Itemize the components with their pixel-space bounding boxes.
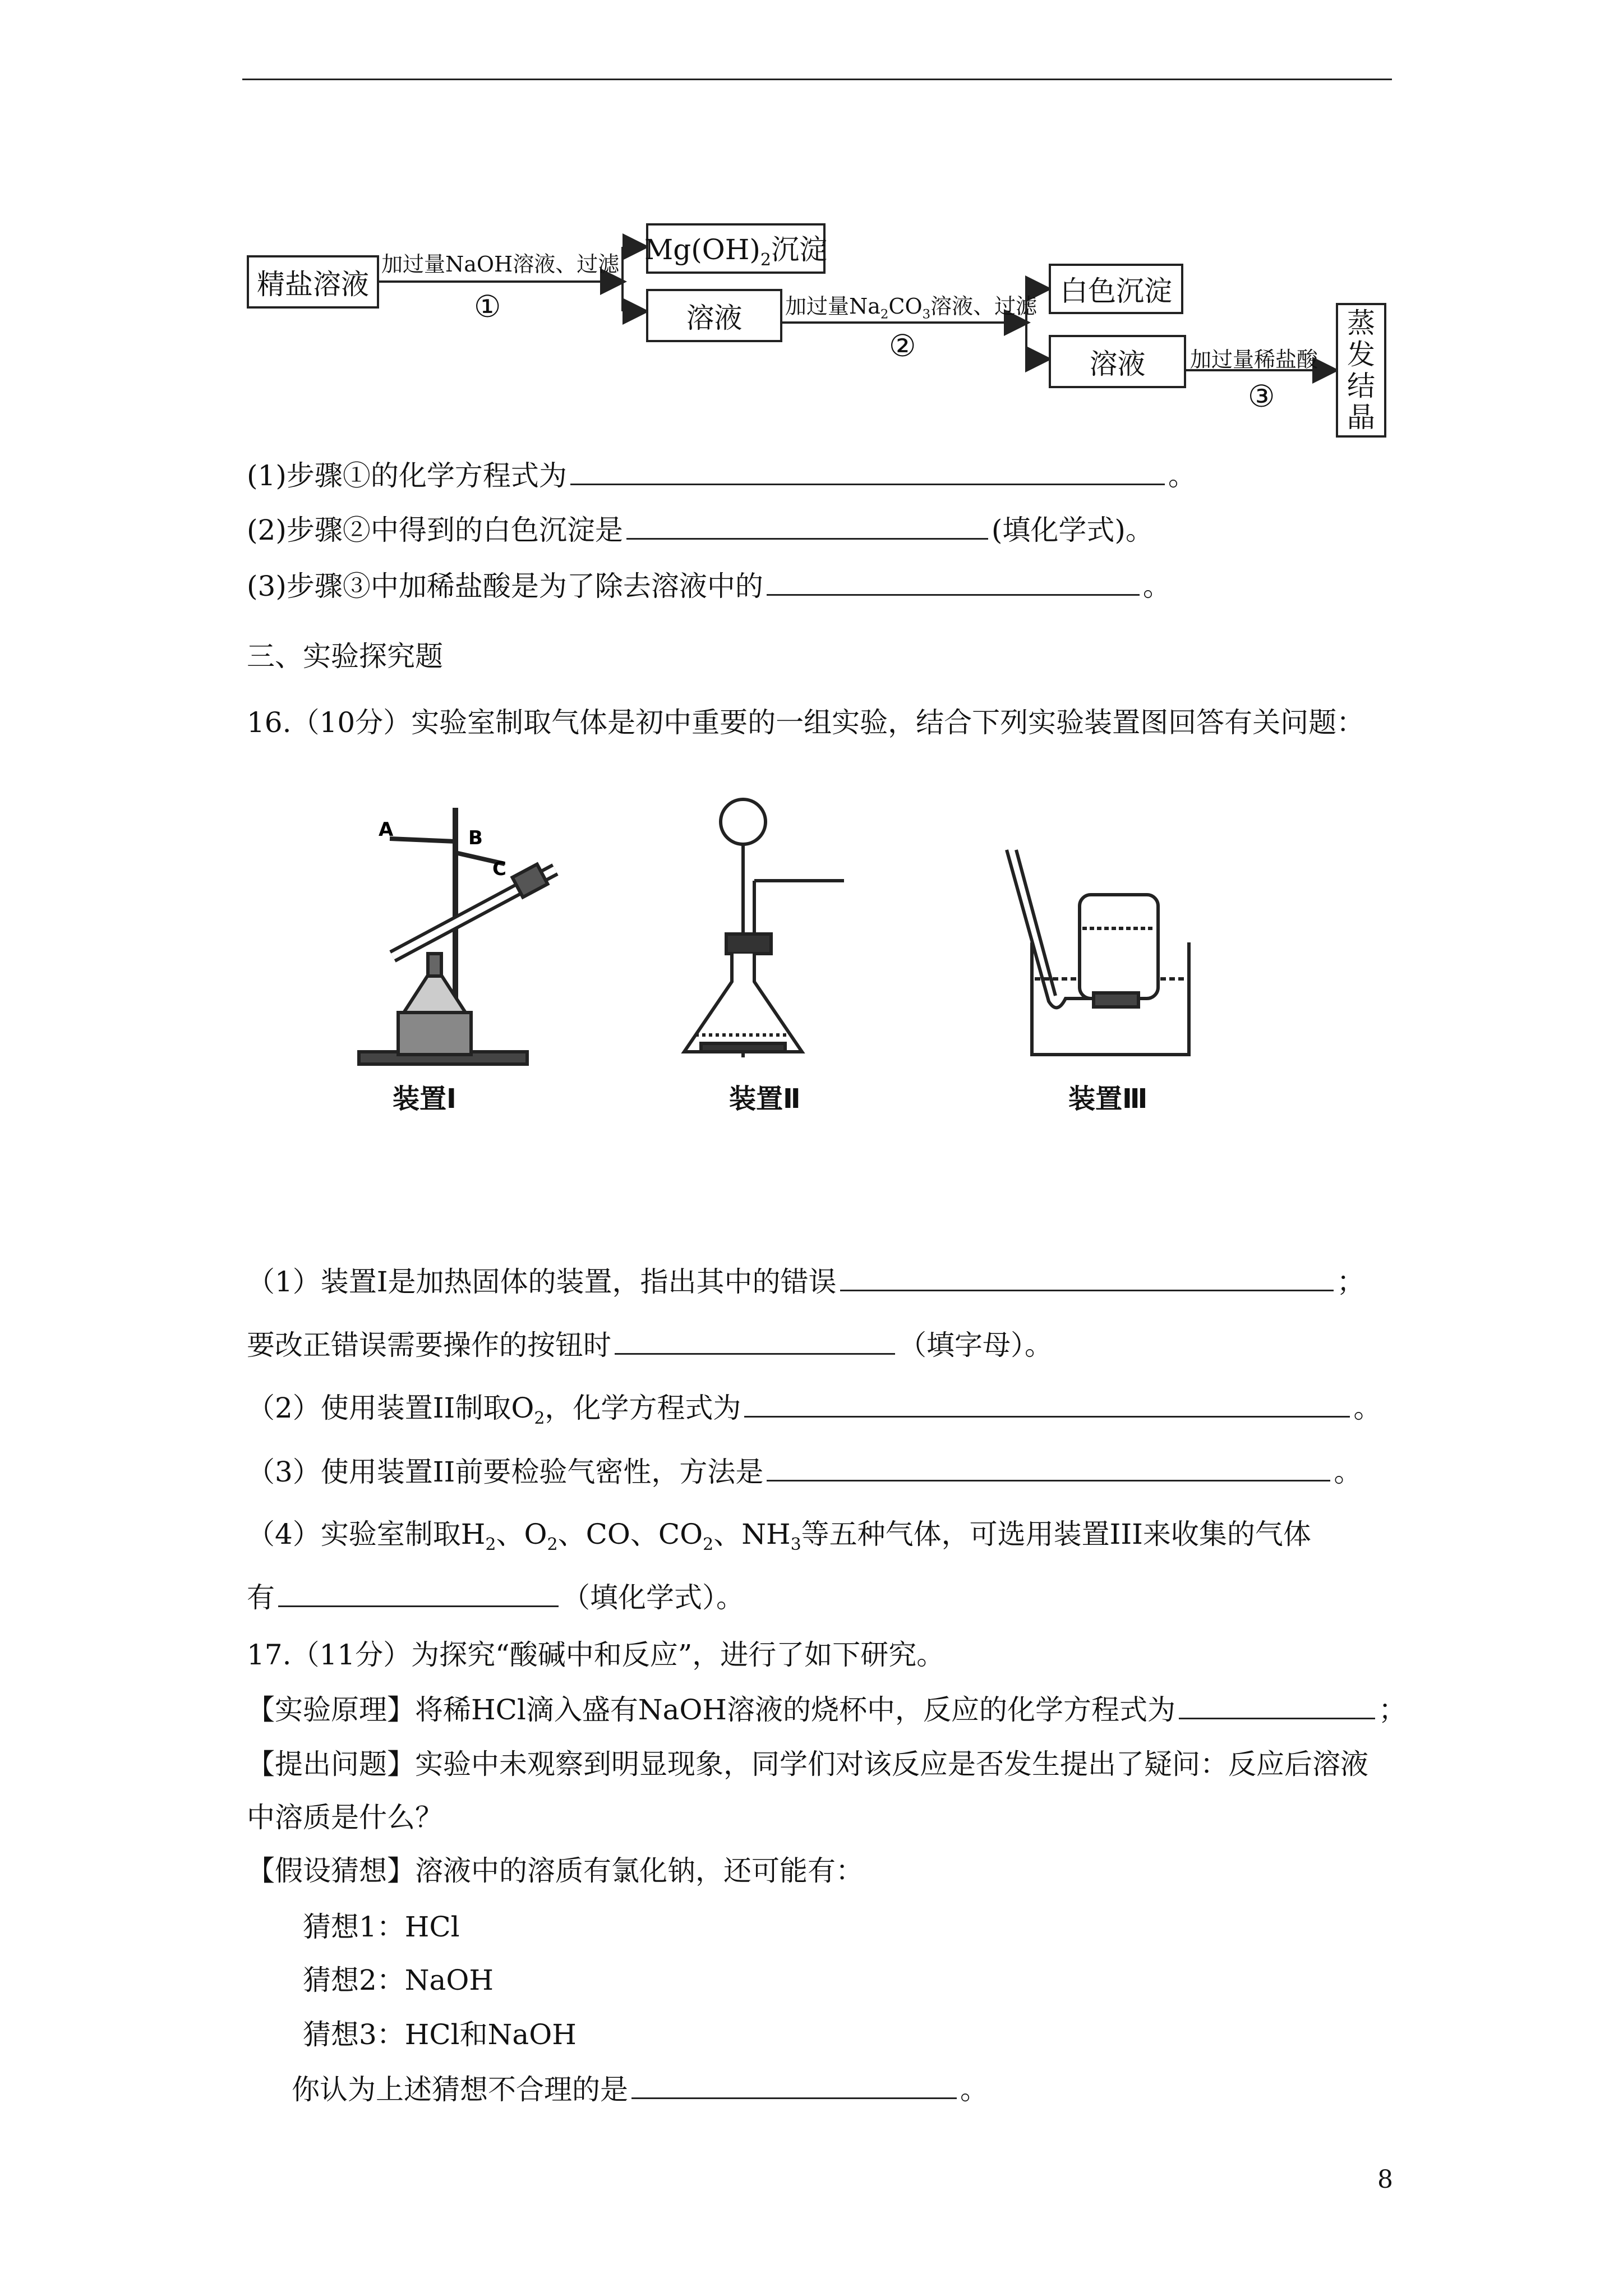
q16-part4b: 有 （填化学式）。 bbox=[247, 1581, 744, 1614]
flow-solution1-box bbox=[646, 289, 782, 342]
q17-stem: 17.（11分）为探究“酸碱中和反应”，进行了如下研究。 bbox=[247, 1639, 945, 1671]
q17-question-line2: 中溶质是什么？ bbox=[247, 1801, 443, 1834]
flow-white-ppt-label: 白色沉淀 bbox=[1060, 275, 1172, 307]
answer-blank[interactable] bbox=[626, 513, 988, 540]
apparatus-2 bbox=[684, 799, 844, 1057]
flow-mgoh-box bbox=[646, 223, 826, 274]
flow-step2-label: 加过量$Na_2CO_3$溶液、过滤 bbox=[785, 294, 1038, 322]
flow-end-char: 结 bbox=[1347, 370, 1375, 402]
q17-guess3: 猜想3：HCl和NaOH bbox=[303, 2018, 577, 2051]
flow-step1-number: ① bbox=[474, 289, 501, 324]
page-number: 8 bbox=[1377, 2165, 1393, 2194]
flow-start-box bbox=[247, 255, 379, 309]
q15-part2: (2)步骤②中得到的白色沉淀是 (填化学式)。 bbox=[247, 514, 1154, 546]
label-a: A bbox=[379, 818, 394, 841]
flow-end-char: 晶 bbox=[1347, 401, 1375, 434]
q17-principle: 【实验原理】将稀HCl滴入盛有NaOH溶液的烧杯中，反应的化学方程式为 ； bbox=[247, 1694, 1407, 1726]
apparatus-3 bbox=[1007, 850, 1189, 1055]
flow-step3-number: ③ bbox=[1248, 379, 1275, 414]
label-b: B bbox=[468, 827, 483, 849]
apparatus-2-caption: 装置Ⅱ bbox=[729, 1083, 801, 1115]
section-title: 三、实验探究题 bbox=[247, 640, 443, 673]
answer-blank[interactable] bbox=[278, 1581, 559, 1607]
answer-blank[interactable] bbox=[744, 1391, 1350, 1418]
q17-ask: 你认为上述猜想不合理的是 。 bbox=[292, 2073, 988, 2106]
answer-blank[interactable] bbox=[631, 2073, 957, 2099]
q17-hypothesis: 【假设猜想】溶液中的溶质有氯化钠，还可能有： bbox=[247, 1855, 864, 1887]
answer-blank[interactable] bbox=[840, 1265, 1334, 1291]
apparatus-1 bbox=[359, 808, 555, 1064]
apparatus-3-caption: 装置Ⅲ bbox=[1068, 1083, 1148, 1115]
q17-guess2: 猜想2：NaOH bbox=[303, 1964, 494, 1996]
q16-part1b: 要改正错误需要操作的按钮时 （填字母）。 bbox=[247, 1329, 1053, 1361]
answer-blank[interactable] bbox=[767, 569, 1140, 596]
flow-mgoh-label: $Mg(OH)_2$沉淀 bbox=[644, 233, 827, 270]
apparatus-1-caption: 装置Ⅰ bbox=[393, 1083, 457, 1115]
q16-part3: （3）使用装置II前要检验气密性，方法是 。 bbox=[247, 1456, 1362, 1488]
flow-white-ppt-box bbox=[1049, 264, 1183, 314]
answer-blank[interactable] bbox=[615, 1328, 895, 1355]
flow-start-label: 精盐溶液 bbox=[257, 268, 369, 301]
answer-blank[interactable] bbox=[767, 1455, 1330, 1481]
q16-part4: （4）实验室制取$H_2$、$O_2$、CO、$CO_2$、$NH_3$等五种气体，可选用装置III来收集的气体 bbox=[247, 1518, 1311, 1554]
q15-part3: (3)步骤③中加稀盐酸是为了除去溶液中的 。 bbox=[247, 570, 1171, 602]
flow-step2-number: ② bbox=[889, 328, 916, 364]
flow-solution2-box bbox=[1049, 335, 1186, 388]
q17-guess1: 猜想1：HCl bbox=[303, 1911, 460, 1943]
answer-blank[interactable] bbox=[570, 459, 1165, 485]
flow-solution2-label: 溶液 bbox=[1089, 347, 1146, 380]
q16-part2: （2）使用装置II制取$O_2$，化学方程式为 。 bbox=[247, 1392, 1382, 1428]
flow-step3-label: 加过量稀盐酸 bbox=[1190, 347, 1318, 372]
apparatus-figure bbox=[336, 797, 1262, 1077]
answer-blank[interactable] bbox=[1179, 1693, 1375, 1719]
q16-stem: 16.（10分）实验室制取气体是初中重要的一组实验，结合下列实验装置图回答有关问题： bbox=[247, 706, 1365, 739]
q17-question-line1: 【提出问题】实验中未观察到明显现象，同学们对该反应是否发生提出了疑问：反应后溶液 bbox=[247, 1748, 1368, 1780]
flow-end-box bbox=[1336, 303, 1386, 438]
q15-part1: (1)步骤①的化学方程式为 。 bbox=[247, 459, 1196, 492]
q16-part1: （1）装置Ⅰ是加热固体的装置，指出其中的错误 ； bbox=[247, 1266, 1365, 1298]
flow-step1-label: 加过量NaOH溶液、过滤 bbox=[381, 252, 620, 277]
flow-end-char: 发 bbox=[1347, 338, 1375, 371]
flow-solution1-label: 溶液 bbox=[686, 301, 743, 334]
flow-end-char: 蒸 bbox=[1347, 307, 1375, 339]
label-c: C bbox=[492, 858, 506, 880]
